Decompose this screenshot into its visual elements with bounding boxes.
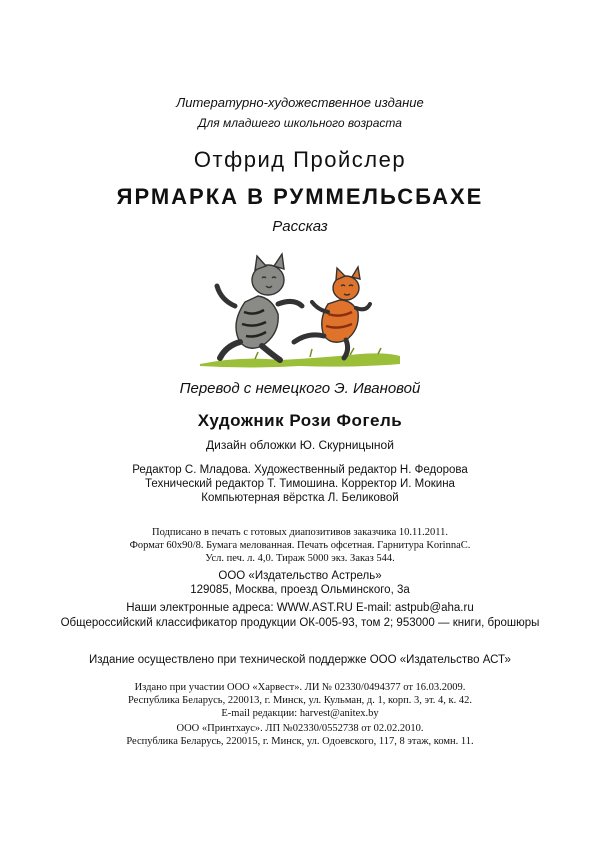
print-info [0, 526, 600, 565]
printhouse-line: Республика Беларусь, 220015, г. Минск, ул. Одоевского, 117, 8 этаж, комн. 11. [126, 736, 474, 747]
gray-cat [217, 254, 302, 360]
artist-credit: Художник Рози Фогель [197, 411, 403, 430]
orange-cat [294, 267, 370, 358]
printhouse-line: ООО «Принтхаус». ЛП №02330/0552738 от 02.02.2010. [176, 723, 424, 734]
translator-credit: Перевод с немецкого Э. Ивановой [179, 380, 421, 397]
print-info-line: Формат 60x90/8. Бумага мелованная. Печать офсетная. Гарнитура KorinnaC. [129, 540, 471, 551]
harvest-line: Издано при участии ООО «Харвест». ЛИ № 02330/0494377 от 16.03.2009. [134, 682, 466, 693]
print-info-line: Подписано в печать с готовых диапозитивов заказчика 10.11.2011. [152, 527, 448, 538]
harvest-line: E-mail редакции: harvest@anitex.by [221, 708, 379, 719]
book-title: ЯРМАРКА В РУММЕЛЬСБАХЕ [116, 184, 484, 209]
publisher-address: 129085, Москва, проезд Ольминского, 3а [190, 584, 410, 596]
harvest-info [0, 681, 600, 720]
contacts-line: Общероссийский классификатор продукции ОК-005-93, том 2; 953000 — книги, брошюры [60, 617, 540, 629]
genre-label: Литературно-художественное издание [176, 95, 424, 110]
harvest-line: Республика Беларусь, 220013, г. Минск, ул. Кульман, д. 1, корп. 3, эт. 4, к. 42. [127, 695, 472, 706]
print-info-line: Усл. печ. л. 4,0. Тираж 5000 экз. Заказ 544. [205, 553, 395, 564]
author-name: Отфрид Пройслер [193, 147, 407, 172]
grass-strip [200, 353, 400, 367]
credit-line: Компьютерная вёрстка Л. Беликовой [201, 492, 399, 504]
credit-line: Редактор С. Младова. Художественный редактор Н. Федорова [132, 464, 468, 476]
cover-design-credit: Дизайн обложки Ю. Скурницыной [206, 438, 394, 452]
book-type: Рассказ [272, 218, 328, 235]
running-cats-illustration [200, 242, 400, 372]
contacts-line: Наши электронные адреса: WWW.AST.RU E-mail: astpub@aha.ru [126, 602, 474, 614]
age-label: Для младшего школьного возраста [198, 116, 402, 130]
publisher-name: ООО «Издательство Астрель» [218, 570, 382, 582]
contacts-info [0, 601, 600, 631]
editorial-credits [90, 463, 510, 505]
credit-line: Технический редактор Т. Тимошина. Корректор И. Мокина [145, 478, 455, 490]
support-note: Издание осуществлено при технической поддержке ООО «Издательство АСТ» [89, 654, 511, 666]
publisher-info [0, 569, 600, 597]
printhouse-info [0, 722, 600, 748]
